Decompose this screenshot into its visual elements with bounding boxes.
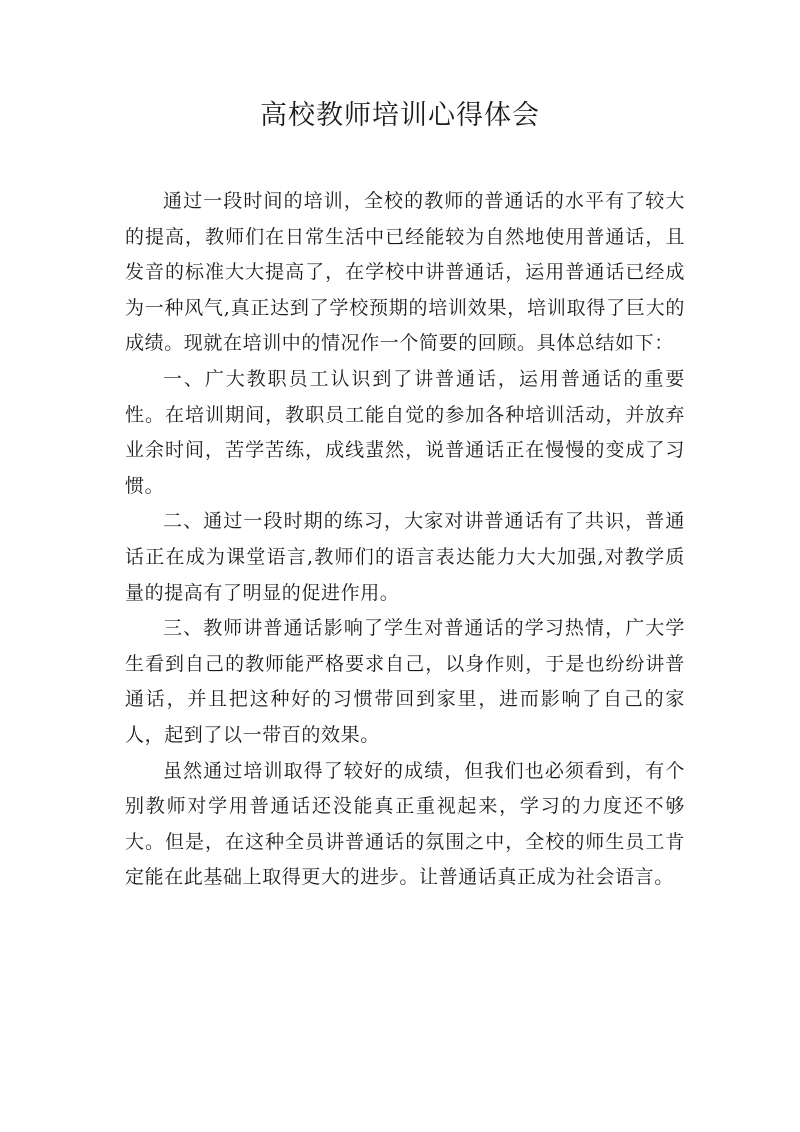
document-body	[125, 184, 685, 896]
document-title: 高校教师培训心得体会	[260, 100, 540, 131]
paragraph-point-two: 二、通过一段时期的练习，大家对讲普通话有了共识，普通话正在成为课堂语言,教师们的语言表达能力大大加强,对教学质量的提高有了明显的促进作用。	[125, 510, 685, 604]
paragraph-point-one: 一、广大教职员工认识到了讲普通话，运用普通话的重要性。在培训期间，教职员工能自觉的参加各种培训活动，并放弃业余时间，苦学苦练，成线蜚然，说普通话正在慢慢的变成了习惯。	[125, 367, 685, 497]
paragraph-intro: 通过一段时间的培训，全校的教师的普通话的水平有了较大的提高，教师们在日常生活中已经能较为自然地使用普通话，且发音的标准大大提高了，在学校中讲普通话，运用普通话已经成为一种风气,真正达到了学校预期的培训效果，培训取得了巨大的成绩。现就在培训中的情况作一个简要的回顾。具体总结如下：	[125, 190, 685, 355]
paragraph-conclusion: 虽然通过培训取得了较好的成绩，但我们也必须看到，有个别教师对学用普通话还没能真正重视起来，学习的力度还不够大。但是，在这种全员讲普通话的氛围之中，全校的师生员工肯定能在此基础上取得更大的进步。让普通话真正成为社会语言。	[125, 759, 685, 889]
paragraph-point-three: 三、教师讲普通话影响了学生对普通话的学习热情，广大学生看到自己的教师能严格要求自己，以身作则，于是也纷纷讲普通话，并且把这种好的习惯带回到家里，进而影响了自己的家人，起到了以一带百的效果。	[125, 617, 685, 746]
